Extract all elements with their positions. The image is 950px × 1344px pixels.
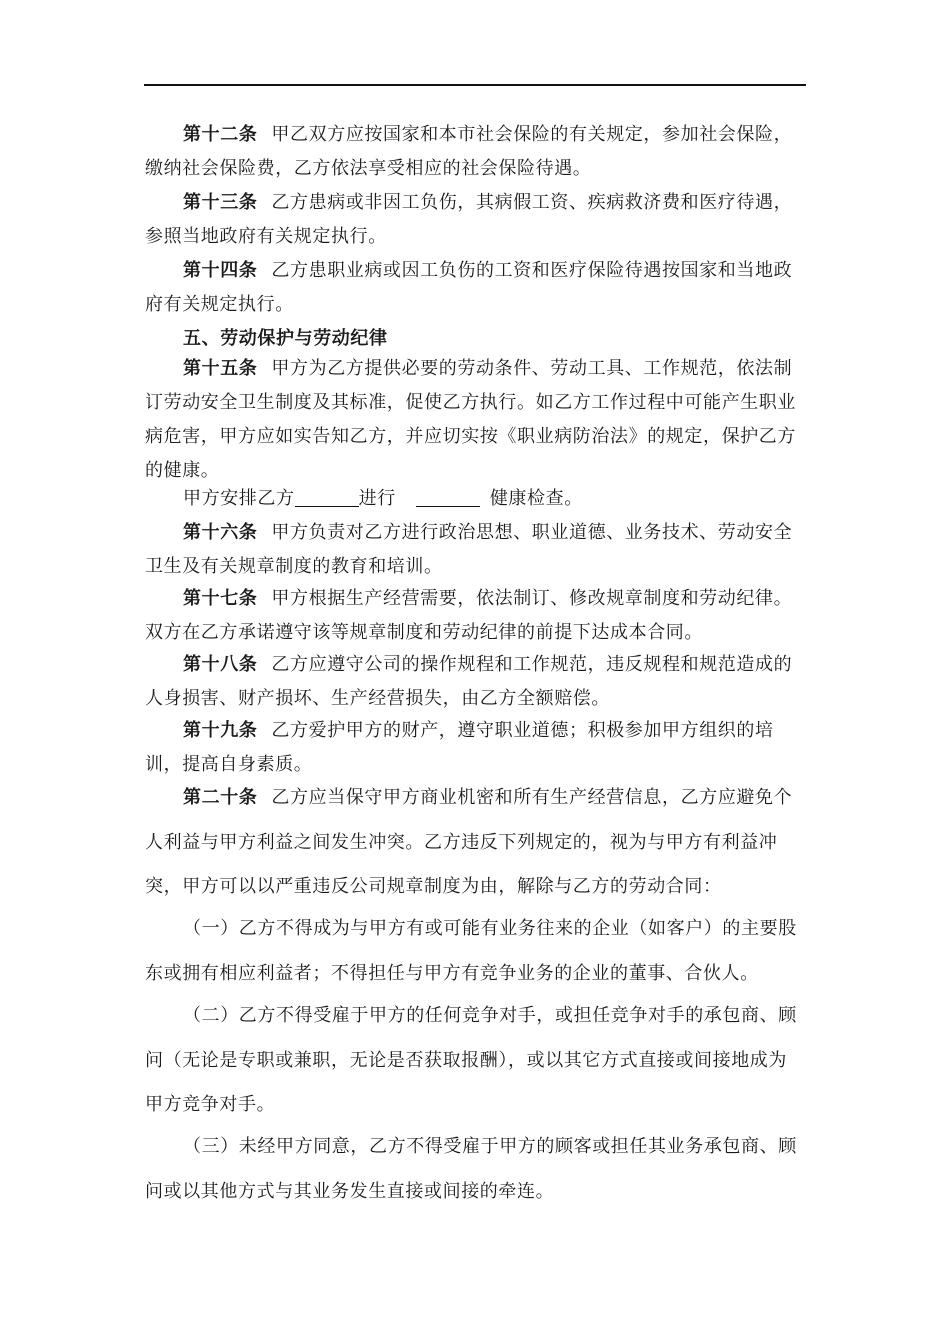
article-13-text: 乙方患病或非因工负伤，其病假工资、疾病救济费和医疗待遇，参照当地政府有关规定执行。 — [145, 192, 793, 247]
section-5-heading: 五、劳动保护与劳动纪律 — [183, 328, 388, 349]
article-20-item-3: （三）未经甲方同意，乙方不得受雇于甲方的顾客或担任其业务承包商、顾问或以其他方式与其业务发生直接或间接的牵连。 — [145, 1136, 797, 1202]
article-17 — [145, 582, 805, 650]
article-18-text: 乙方应遵守公司的操作规程和工作规范，违反规程和规范造成的人身损害、财产损坏、生产经营损失，由乙方全额赔偿。 — [145, 654, 793, 709]
article-20-label: 第二十条 — [183, 787, 258, 808]
article-19-label: 第十九条 — [183, 720, 258, 741]
article-14 — [145, 254, 805, 322]
article-19-text: 乙方爱护甲方的财产，遵守职业道德；积极参加甲方组织的培训，提高自身素质。 — [145, 720, 774, 775]
article-14-text: 乙方患职业病或因工负伤的工资和医疗保险待遇按国家和当地政府有关规定执行。 — [145, 260, 793, 315]
article-20 — [145, 776, 805, 910]
article-18-label: 第十八条 — [183, 654, 258, 675]
article-12-label: 第十二条 — [183, 124, 258, 145]
article-17-text: 甲方根据生产经营需要，依法制订、修改规章制度和劳动纪律。双方在乙方承诺遵守该等规章制度和劳动纪律的前提下达成本合同。 — [145, 588, 793, 643]
article-15 — [145, 352, 805, 488]
article-19 — [145, 714, 805, 782]
article-15-label: 第十五条 — [183, 358, 258, 379]
article-18 — [145, 648, 805, 716]
health-check-line — [145, 482, 805, 516]
health-check-blank-1[interactable] — [295, 488, 359, 507]
article-16-label: 第十六条 — [183, 522, 258, 543]
article-17-label: 第十七条 — [183, 588, 258, 609]
health-check-suffix: 健康检查。 — [489, 488, 583, 509]
article-12 — [145, 118, 805, 186]
article-20-item-1: （一）乙方不得成为与甲方有或可能有业务往来的企业（如客户）的主要股东或拥有相应利益者；不得担任与甲方有竞争业务的企业的董事、合伙人。 — [145, 918, 797, 984]
article-15-text: 甲方为乙方提供必要的劳动条件、劳动工具、工作规范，依法制订劳动安全卫生制度及其标准，促使乙方执行。如乙方工作过程中可能产生职业病危害，甲方应如实告知乙方，并应切实按《职业病防治法》的规定，保护乙方的健康。 — [145, 358, 796, 481]
header-rule — [144, 84, 806, 86]
article-20-text: 乙方应当保守甲方商业机密和所有生产经营信息，乙方应避免个人利益与甲方利益之间发生冲突。乙方违反下列规定的，视为与甲方有利益冲突，甲方可以以严重违反公司规章制度为由，解除与乙方的劳动合同： — [145, 787, 793, 897]
article-14-label: 第十四条 — [183, 260, 258, 281]
health-check-prefix: 甲方安排乙方 — [183, 488, 295, 509]
article-20-item-2: （二）乙方不得受雇于甲方的任何竞争对手，或担任竞争对手的承包商、顾问（无论是专职或兼职，无论是否获取报酬），或以其它方式直接或间接地成为甲方竞争对手。 — [145, 1005, 797, 1115]
article-13-label: 第十三条 — [183, 192, 258, 213]
health-check-middle: 进行 — [358, 488, 396, 509]
health-check-blank-2[interactable] — [416, 488, 480, 507]
article-16-text: 甲方负责对乙方进行政治思想、职业道德、业务技术、劳动安全卫生及有关规章制度的教育和培训。 — [145, 522, 793, 577]
article-12-text: 甲乙双方应按国家和本市社会保险的有关规定，参加社会保险，缴纳社会保险费，乙方依法享受相应的社会保险待遇。 — [145, 124, 793, 179]
article-13 — [145, 186, 805, 254]
article-16 — [145, 516, 805, 584]
